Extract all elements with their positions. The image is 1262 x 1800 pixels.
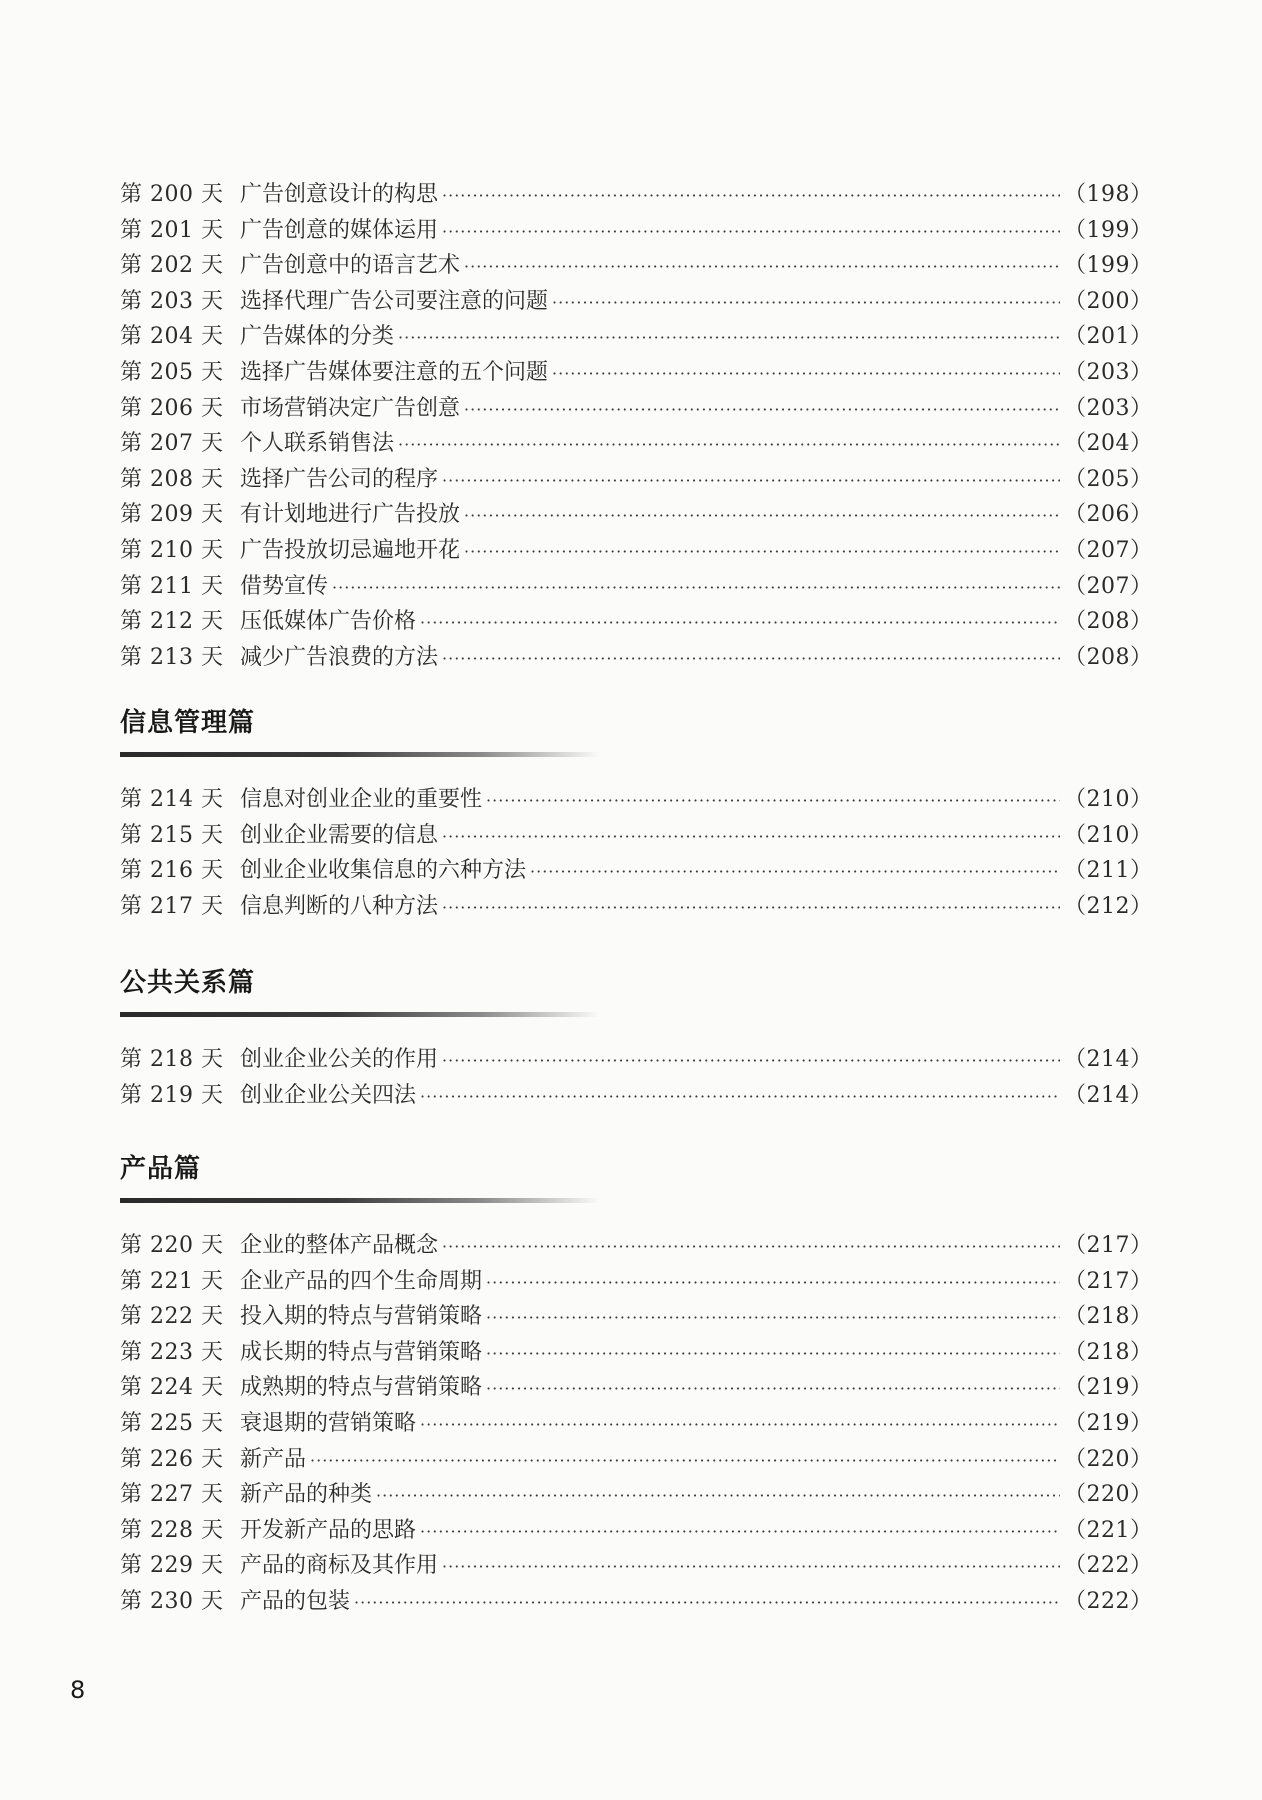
toc-entry bbox=[120, 818, 1153, 854]
dot-leader bbox=[442, 641, 1060, 677]
toc-entry-day: 第 207 天 bbox=[120, 431, 224, 457]
dot-leader bbox=[310, 1443, 1060, 1479]
toc-entry-title: 投入期的特点与营销策略 bbox=[240, 1304, 483, 1330]
dot-leader bbox=[486, 1371, 1060, 1407]
toc-entry-page: （208） bbox=[1064, 644, 1153, 670]
dot-leader bbox=[464, 249, 1060, 285]
toc-entry bbox=[120, 1370, 1153, 1406]
toc-entry-title: 市场营销决定广告创意 bbox=[240, 395, 461, 421]
page-number: 8 bbox=[70, 1676, 86, 1704]
toc-entry bbox=[120, 1042, 1153, 1078]
dot-leader bbox=[486, 1265, 1060, 1301]
toc-entry-title: 创业企业公关四法 bbox=[240, 1082, 417, 1108]
toc-entry bbox=[120, 1406, 1153, 1442]
toc-entry-day: 第 227 天 bbox=[120, 1482, 224, 1508]
dot-leader bbox=[376, 1478, 1060, 1514]
toc-entry bbox=[120, 1264, 1153, 1300]
toc-entry bbox=[120, 569, 1153, 605]
toc-entry-day: 第 224 天 bbox=[120, 1375, 224, 1401]
toc-entry-day: 第 218 天 bbox=[120, 1047, 224, 1072]
toc-entry-page: （200） bbox=[1064, 288, 1153, 314]
section-heading-product: 产品篇 bbox=[120, 1154, 202, 1184]
toc-entry-page: （219） bbox=[1064, 1375, 1153, 1401]
toc-entry-page: （212） bbox=[1064, 893, 1153, 919]
toc-section-information-management bbox=[120, 782, 1153, 924]
toc-entry-day: 第 230 天 bbox=[120, 1588, 224, 1614]
toc-entry bbox=[120, 1442, 1153, 1478]
toc-entry-title: 成长期的特点与营销策略 bbox=[240, 1339, 483, 1365]
toc-entry-day: 第 212 天 bbox=[120, 609, 224, 635]
toc-entry-title: 产品的包装 bbox=[240, 1588, 351, 1614]
toc-entry-page: （203） bbox=[1064, 359, 1153, 385]
dot-leader bbox=[442, 1043, 1060, 1079]
toc-entry-day: 第 200 天 bbox=[120, 182, 224, 207]
toc-entry-day: 第 205 天 bbox=[120, 359, 224, 385]
toc-entry bbox=[120, 213, 1153, 249]
dot-leader bbox=[442, 178, 1060, 214]
toc-entry-page: （221） bbox=[1064, 1517, 1153, 1543]
toc-entry bbox=[120, 497, 1153, 533]
section-heading-information-management: 信息管理篇 bbox=[120, 708, 256, 738]
toc-entry-page: （203） bbox=[1064, 395, 1153, 421]
dot-leader bbox=[552, 285, 1060, 321]
toc-entry-title: 新产品的种类 bbox=[240, 1482, 373, 1508]
toc-entry-page: （214） bbox=[1064, 1082, 1153, 1108]
toc-entry-page: （220） bbox=[1064, 1482, 1153, 1508]
toc-entry bbox=[120, 391, 1153, 427]
toc-entry-title: 企业的整体产品概念 bbox=[240, 1233, 439, 1258]
dot-leader bbox=[420, 605, 1060, 641]
toc-entry-page: （198） bbox=[1064, 182, 1153, 207]
dot-leader bbox=[398, 320, 1060, 356]
toc-entry-day: 第 213 天 bbox=[120, 644, 224, 670]
toc-entry-page: （208） bbox=[1064, 609, 1153, 635]
toc-entry-title: 借势宣传 bbox=[240, 573, 329, 599]
toc-entry-day: 第 203 天 bbox=[120, 288, 224, 314]
toc-entry-title: 选择广告公司的程序 bbox=[240, 466, 439, 492]
toc-entry-title: 选择广告媒体要注意的五个问题 bbox=[240, 359, 549, 385]
toc-entry-day: 第 228 天 bbox=[120, 1517, 224, 1543]
toc-entry-page: （199） bbox=[1064, 253, 1153, 279]
toc-entry-day: 第 215 天 bbox=[120, 822, 224, 848]
toc-entry bbox=[120, 1335, 1153, 1371]
toc-entry-day: 第 206 天 bbox=[120, 395, 224, 421]
toc-entry-day: 第 204 天 bbox=[120, 324, 224, 350]
toc-entry bbox=[120, 462, 1153, 498]
toc-section-advertising bbox=[120, 177, 1153, 675]
toc-entry bbox=[120, 355, 1153, 391]
section-rule bbox=[120, 1198, 600, 1203]
toc-entry-title: 开发新产品的思路 bbox=[240, 1517, 417, 1543]
toc-entry-page: （217） bbox=[1064, 1233, 1153, 1258]
toc-entry-page: （201） bbox=[1064, 324, 1153, 350]
toc-entry-page: （219） bbox=[1064, 1410, 1153, 1436]
toc-entry-page: （207） bbox=[1064, 573, 1153, 599]
toc-entry-title: 新产品 bbox=[240, 1446, 307, 1472]
toc-entry-page: （207） bbox=[1064, 537, 1153, 563]
toc-entry bbox=[120, 1584, 1153, 1620]
toc-entry-title: 广告媒体的分类 bbox=[240, 324, 395, 350]
toc-entry bbox=[120, 1299, 1153, 1335]
toc-entry-day: 第 201 天 bbox=[120, 217, 224, 243]
dot-leader bbox=[442, 1229, 1060, 1265]
toc-entry bbox=[120, 604, 1153, 640]
toc-entry-title: 广告创意设计的构思 bbox=[240, 182, 439, 207]
toc-entry bbox=[120, 1548, 1153, 1584]
toc-entry bbox=[120, 1078, 1153, 1114]
dot-leader bbox=[420, 1079, 1060, 1115]
toc-entry-page: （204） bbox=[1064, 431, 1153, 457]
toc-entry bbox=[120, 853, 1153, 889]
toc-entry bbox=[120, 889, 1153, 925]
dot-leader bbox=[442, 1549, 1060, 1585]
toc-entry-page: （218） bbox=[1064, 1339, 1153, 1365]
toc-entry-page: （222） bbox=[1064, 1588, 1153, 1614]
toc-entry-title: 创业企业收集信息的六种方法 bbox=[240, 858, 527, 884]
toc-entry-day: 第 225 天 bbox=[120, 1410, 224, 1436]
toc-entry-title: 选择代理广告公司要注意的问题 bbox=[240, 288, 549, 314]
toc-entry bbox=[120, 640, 1153, 676]
dot-leader bbox=[464, 392, 1060, 428]
toc-entry-page: （218） bbox=[1064, 1304, 1153, 1330]
dot-leader bbox=[442, 819, 1060, 855]
toc-entry-page: （210） bbox=[1064, 787, 1153, 812]
toc-entry-page: （222） bbox=[1064, 1553, 1153, 1579]
toc-entry-day: 第 229 天 bbox=[120, 1553, 224, 1579]
toc-entry-title: 减少广告浪费的方法 bbox=[240, 644, 439, 670]
toc-entry-day: 第 221 天 bbox=[120, 1268, 224, 1294]
dot-leader bbox=[486, 1336, 1060, 1372]
toc-entry bbox=[120, 1513, 1153, 1549]
toc-entry-day: 第 210 天 bbox=[120, 537, 224, 563]
toc-entry-page: （220） bbox=[1064, 1446, 1153, 1472]
dot-leader bbox=[530, 854, 1060, 890]
dot-leader bbox=[442, 890, 1060, 926]
dot-leader bbox=[354, 1585, 1060, 1621]
toc-entry bbox=[120, 319, 1153, 355]
dot-leader bbox=[332, 570, 1060, 606]
toc-entry-day: 第 209 天 bbox=[120, 502, 224, 528]
dot-leader bbox=[398, 427, 1060, 463]
toc-entry-day: 第 226 天 bbox=[120, 1446, 224, 1472]
dot-leader bbox=[486, 1300, 1060, 1336]
toc-entry-title: 成熟期的特点与营销策略 bbox=[240, 1375, 483, 1401]
toc-entry-title: 个人联系销售法 bbox=[240, 431, 395, 457]
toc-entry-page: （214） bbox=[1064, 1047, 1153, 1072]
dot-leader bbox=[442, 214, 1060, 250]
toc-entry-day: 第 216 天 bbox=[120, 858, 224, 884]
toc-entry-page: （205） bbox=[1064, 466, 1153, 492]
toc-entry bbox=[120, 1477, 1153, 1513]
section-heading-public-relations: 公共关系篇 bbox=[120, 968, 256, 998]
toc-entry-day: 第 223 天 bbox=[120, 1339, 224, 1365]
toc-entry-day: 第 211 天 bbox=[120, 573, 224, 599]
toc-entry-title: 广告创意中的语言艺术 bbox=[240, 253, 461, 279]
toc-entry-page: （217） bbox=[1064, 1268, 1153, 1294]
dot-leader bbox=[442, 463, 1060, 499]
dot-leader bbox=[420, 1407, 1060, 1443]
toc-entry-title: 企业产品的四个生命周期 bbox=[240, 1268, 483, 1294]
toc-entry-day: 第 220 天 bbox=[120, 1233, 224, 1258]
toc-entry bbox=[120, 177, 1153, 213]
dot-leader bbox=[420, 1514, 1060, 1550]
dot-leader bbox=[464, 534, 1060, 570]
toc-entry-day: 第 214 天 bbox=[120, 787, 224, 812]
toc-entry-title: 广告创意的媒体运用 bbox=[240, 217, 439, 243]
toc-entry-title: 创业企业需要的信息 bbox=[240, 822, 439, 848]
toc-entry-title: 压低媒体广告价格 bbox=[240, 609, 417, 635]
toc-entry-page: （206） bbox=[1064, 502, 1153, 528]
toc-entry-title: 有计划地进行广告投放 bbox=[240, 502, 461, 528]
toc-entry-title: 广告投放切忌遍地开花 bbox=[240, 537, 461, 563]
dot-leader bbox=[464, 498, 1060, 534]
toc-entry-title: 信息对创业企业的重要性 bbox=[240, 787, 483, 812]
toc-section-product bbox=[120, 1228, 1153, 1620]
toc-entry-day: 第 202 天 bbox=[120, 253, 224, 279]
toc-entry-title: 产品的商标及其作用 bbox=[240, 1553, 439, 1579]
dot-leader bbox=[552, 356, 1060, 392]
toc-entry-day: 第 222 天 bbox=[120, 1304, 224, 1330]
toc-section-public-relations bbox=[120, 1042, 1153, 1113]
toc-entry-page: （199） bbox=[1064, 217, 1153, 243]
toc-entry bbox=[120, 533, 1153, 569]
dot-leader bbox=[486, 783, 1060, 819]
toc-entry-page: （211） bbox=[1064, 858, 1153, 884]
section-rule bbox=[120, 752, 600, 757]
toc-entry bbox=[120, 426, 1153, 462]
section-rule bbox=[120, 1012, 600, 1017]
toc-entry bbox=[120, 248, 1153, 284]
toc-entry-day: 第 217 天 bbox=[120, 893, 224, 919]
toc-entry bbox=[120, 782, 1153, 818]
toc-entry-day: 第 208 天 bbox=[120, 466, 224, 492]
toc-entry-title: 衰退期的营销策略 bbox=[240, 1410, 417, 1436]
toc-entry-title: 信息判断的八种方法 bbox=[240, 893, 439, 919]
toc-entry-title: 创业企业公关的作用 bbox=[240, 1047, 439, 1072]
toc-entry-day: 第 219 天 bbox=[120, 1082, 224, 1108]
toc-entry bbox=[120, 284, 1153, 320]
toc-entry-page: （210） bbox=[1064, 822, 1153, 848]
toc-entry bbox=[120, 1228, 1153, 1264]
